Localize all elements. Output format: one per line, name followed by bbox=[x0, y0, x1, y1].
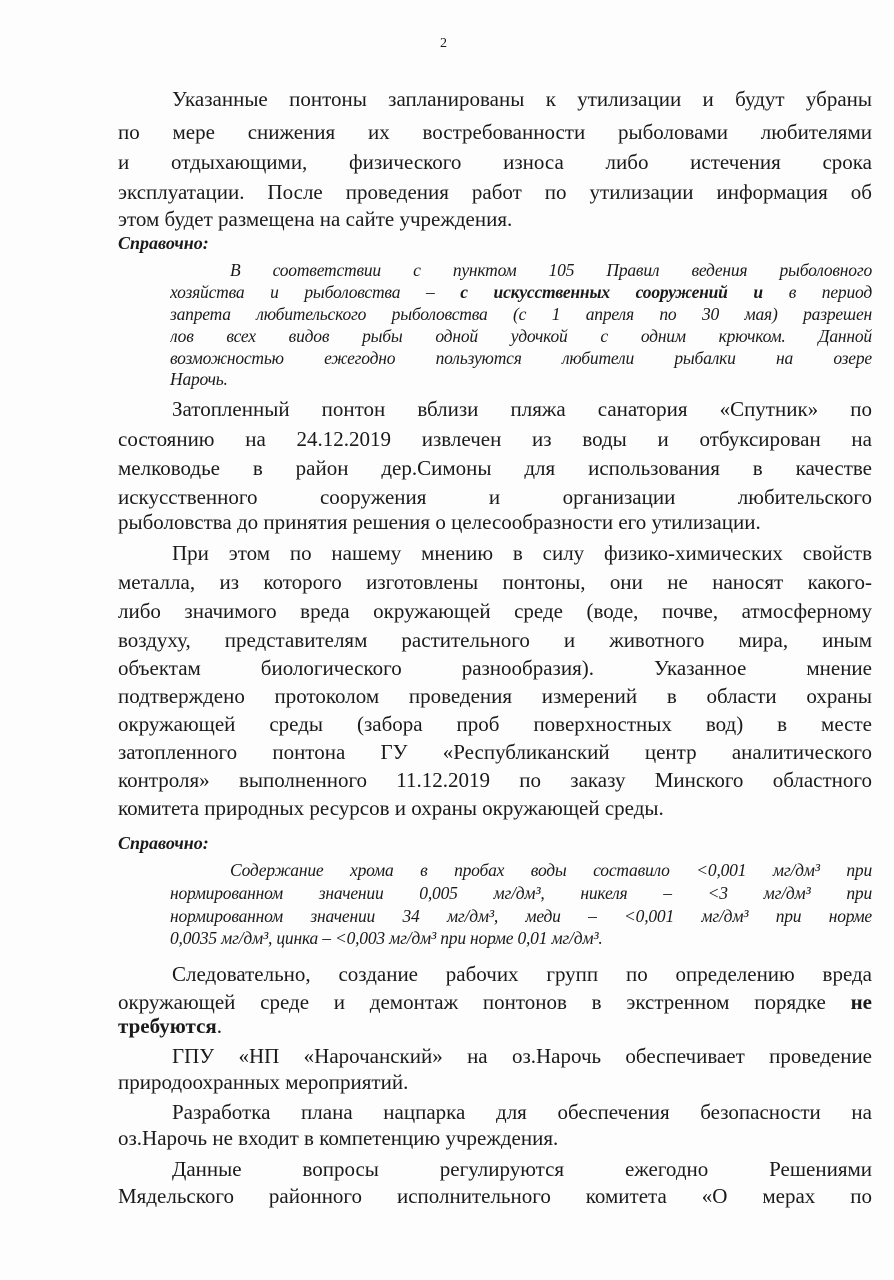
paragraph-line bbox=[118, 711, 872, 737]
text-segment: Содержание хрома в пробах воды составило <0,001 мг/дм³ при bbox=[230, 860, 872, 880]
paragraph-line bbox=[118, 149, 872, 175]
text-segment: Данные вопросы регулируются ежегодно Решениями bbox=[172, 1157, 872, 1181]
text-segment: по мере снижения их востребованности рыболовами любителями bbox=[118, 120, 872, 144]
text-segment: рыболовства до принятия решения о целесообразности его утилизации. bbox=[118, 510, 761, 534]
text-segment: лов всех видов рыбы одной удочкой с одним крючком. Данной bbox=[170, 326, 872, 346]
text-segment: Справочно: bbox=[118, 833, 209, 853]
reference-note-line bbox=[170, 325, 872, 347]
paragraph-line bbox=[118, 1013, 872, 1039]
text-segment: Разработка плана нацпарка для обеспечения безопасности на bbox=[172, 1100, 872, 1124]
paragraph-line bbox=[118, 119, 872, 145]
paragraph-line bbox=[118, 484, 872, 510]
text-segment: Мядельского районного исполнительного комитета «О мерах по bbox=[118, 1184, 872, 1208]
text-segment: контроля» выполненного 11.12.2019 по заказу Минского областного bbox=[118, 768, 872, 792]
text-segment: хозяйства и рыболовства – bbox=[170, 282, 461, 302]
text-segment: . bbox=[216, 1014, 223, 1038]
text-segment: состоянию на 24.12.2019 извлечен из воды и отбуксирован на bbox=[118, 427, 872, 451]
reference-note-line bbox=[170, 347, 872, 369]
text-segment: либо значимого вреда окружающей среде (воде, почве, атмосферному bbox=[118, 599, 872, 623]
reference-note-line bbox=[170, 281, 872, 303]
text-segment: металла, из которого изготовлены понтоны, они не наносят какого- bbox=[118, 570, 872, 594]
text-segment: этом будет размещена на сайте учреждения. bbox=[118, 207, 513, 231]
text-segment: Указанные понтоны запланированы к утилизации и будут убраны bbox=[172, 87, 872, 111]
text-segment: запрета любительского рыболовства (с 1 апреля по 30 мая) разрешен bbox=[170, 304, 872, 324]
text-segment: Справочно: bbox=[118, 233, 209, 253]
text-segment: нормированном значении 0,005 мг/дм³, никеля – <3 мг/дм³ при bbox=[170, 883, 872, 903]
text-segment: окружающей среды (забора проб поверхностных вод) в месте bbox=[118, 712, 872, 736]
bold-text: с искусственных сооружений и bbox=[460, 282, 763, 302]
text-segment: Следовательно, создание рабочих групп по определению вреда bbox=[172, 962, 872, 986]
paragraph-line bbox=[172, 961, 872, 987]
text-segment: в период bbox=[762, 282, 872, 302]
paragraph-line bbox=[172, 86, 872, 112]
paragraph-line bbox=[172, 1099, 872, 1125]
reference-heading bbox=[118, 830, 872, 856]
text-segment: 0,0035 мг/дм³, цинка – <0,003 мг/дм³ при норме 0,01 мг/дм³. bbox=[170, 928, 603, 948]
text-segment: При этом по нашему мнению в силу физико-химических свойств bbox=[172, 541, 872, 565]
paragraph-line bbox=[172, 1156, 872, 1182]
text-segment: природоохранных мероприятий. bbox=[118, 1070, 409, 1094]
reference-note-line bbox=[230, 259, 872, 281]
paragraph-line bbox=[118, 455, 872, 481]
text-segment: окружающей среде и демонтаж понтонов в экстренном порядке bbox=[118, 990, 851, 1014]
text-segment: возможностью ежегодно пользуются любители рыбалки на озере bbox=[170, 348, 872, 368]
text-segment: В соответствии с пунктом 105 Правил ведения рыболовного bbox=[230, 260, 872, 280]
paragraph-line bbox=[118, 1069, 872, 1095]
text-segment: подтверждено протоколом проведения измерений в области охраны bbox=[118, 684, 872, 708]
paragraph-line bbox=[118, 767, 872, 793]
text-segment: Нарочь. bbox=[170, 369, 228, 389]
text-segment: воздуху, представителям растительного и животного мира, иным bbox=[118, 628, 872, 652]
paragraph-line bbox=[118, 989, 872, 1015]
paragraph-line bbox=[118, 739, 872, 765]
paragraph-line bbox=[118, 569, 872, 595]
paragraph-line bbox=[172, 396, 872, 422]
paragraph-line bbox=[118, 1125, 872, 1151]
paragraph-line bbox=[118, 795, 872, 821]
text-segment: мелководье в район дер.Симоны для использования в качестве bbox=[118, 456, 872, 480]
reference-heading bbox=[118, 230, 872, 256]
bold-text: не bbox=[850, 990, 872, 1014]
reference-note-line bbox=[170, 927, 872, 949]
reference-note-line bbox=[170, 882, 872, 904]
text-segment: оз.Нарочь не входит в компетенцию учреждения. bbox=[118, 1126, 559, 1150]
text-segment: затопленного понтона ГУ «Республиканский центр аналитического bbox=[118, 740, 872, 764]
reference-note-line bbox=[170, 303, 872, 325]
paragraph-line bbox=[118, 509, 872, 535]
text-segment: эксплуатации. После проведения работ по утилизации информация об bbox=[118, 180, 872, 204]
text-segment: ГПУ «НП «Нарочанский» на оз.Нарочь обеспечивает проведение bbox=[172, 1044, 872, 1068]
paragraph-line bbox=[118, 627, 872, 653]
paragraph-line bbox=[172, 540, 872, 566]
paragraph-line bbox=[118, 655, 872, 681]
text-segment: нормированном значении 34 мг/дм³, меди – <0,001 мг/дм³ при норме bbox=[170, 906, 872, 926]
bold-text: требуются bbox=[118, 1014, 217, 1038]
text-segment: комитета природных ресурсов и охраны окружающей среды. bbox=[118, 796, 664, 820]
paragraph-line bbox=[118, 598, 872, 624]
text-segment: Затопленный понтон вблизи пляжа санатория «Спутник» по bbox=[172, 397, 872, 421]
reference-note-line bbox=[170, 905, 872, 927]
reference-note-line bbox=[230, 859, 872, 881]
paragraph-line bbox=[118, 426, 872, 452]
page-number: 2 bbox=[440, 36, 447, 51]
paragraph-line bbox=[172, 1043, 872, 1069]
text-segment: и отдыхающими, физического износа либо истечения срока bbox=[118, 150, 872, 174]
reference-note-line bbox=[170, 368, 872, 390]
paragraph-line bbox=[118, 206, 872, 232]
text-segment: объектам биологического разнообразия). Указанное мнение bbox=[118, 656, 872, 680]
paragraph-line bbox=[118, 683, 872, 709]
text-segment: искусственного сооружения и организации любительского bbox=[118, 485, 872, 509]
paragraph-line bbox=[118, 1183, 872, 1209]
paragraph-line bbox=[118, 179, 872, 205]
